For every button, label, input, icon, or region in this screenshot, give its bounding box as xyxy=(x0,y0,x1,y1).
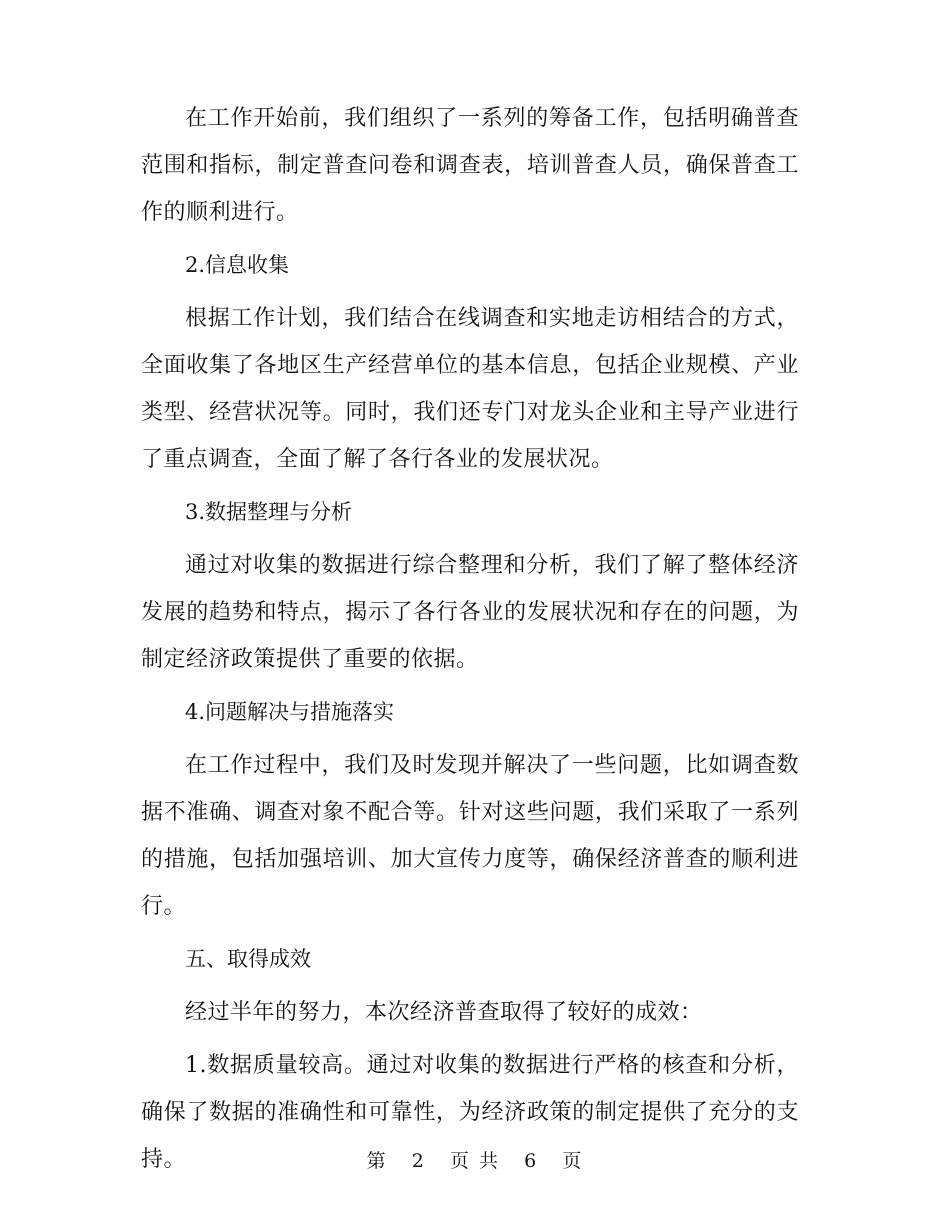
footer-middle: 页 共 xyxy=(449,1150,501,1172)
footer-page-number: 2 xyxy=(411,1150,426,1172)
paragraph-data-analysis: 通过对收集的数据进行综合整理和分析，我们了解了整体经济发展的趋势和特点，揭示了各行各业的发展状况和存在的问题，为制定经济政策提供了重要的依据。 xyxy=(141,553,799,672)
document-body xyxy=(141,95,799,1189)
heading-information-collection: 2.信息收集 xyxy=(185,253,290,277)
page-footer xyxy=(0,1146,950,1173)
paragraph-preparation: 在工作开始前，我们组织了一系列的筹备工作，包括明确普查范围和指标，制定普查问卷和调查表，培训普查人员，确保普查工作的顺利进行。 xyxy=(141,106,799,225)
paragraph-results-intro: 经过半年的努力，本次经济普查取得了较好的成效： xyxy=(185,1000,703,1025)
paragraph-information-collection: 根据工作计划，我们结合在线调查和实地走访相结合的方式，全面收集了各地区生产经营单位的基本信息，包括企业规模、产业类型、经营状况等。同时，我们还专门对龙头企业和主导产业进行了重点调查，全面了解了各行各业的发展状况。 xyxy=(141,306,799,472)
heading-results: 五、取得成效 xyxy=(185,947,311,971)
paragraph-data-quality: 1.数据质量较高。通过对收集的数据进行严格的核查和分析，确保了数据的准确性和可靠性，为经济政策的制定提供了充分的支持。 xyxy=(141,1053,799,1172)
footer-suffix: 页 xyxy=(562,1150,584,1172)
heading-problem-solving: 4.问题解决与措施落实 xyxy=(185,700,395,724)
heading-data-analysis: 3.数据整理与分析 xyxy=(185,500,353,524)
footer-total-pages: 6 xyxy=(524,1150,539,1172)
paragraph-problem-solving: 在工作过程中，我们及时发现并解决了一些问题，比如调查数据不准确、调查对象不配合等。针对这些问题，我们采取了一系列的措施，包括加强培训、加大宣传力度等，确保经济普查的顺利进行。 xyxy=(141,753,799,919)
footer-prefix: 第 xyxy=(366,1150,388,1172)
